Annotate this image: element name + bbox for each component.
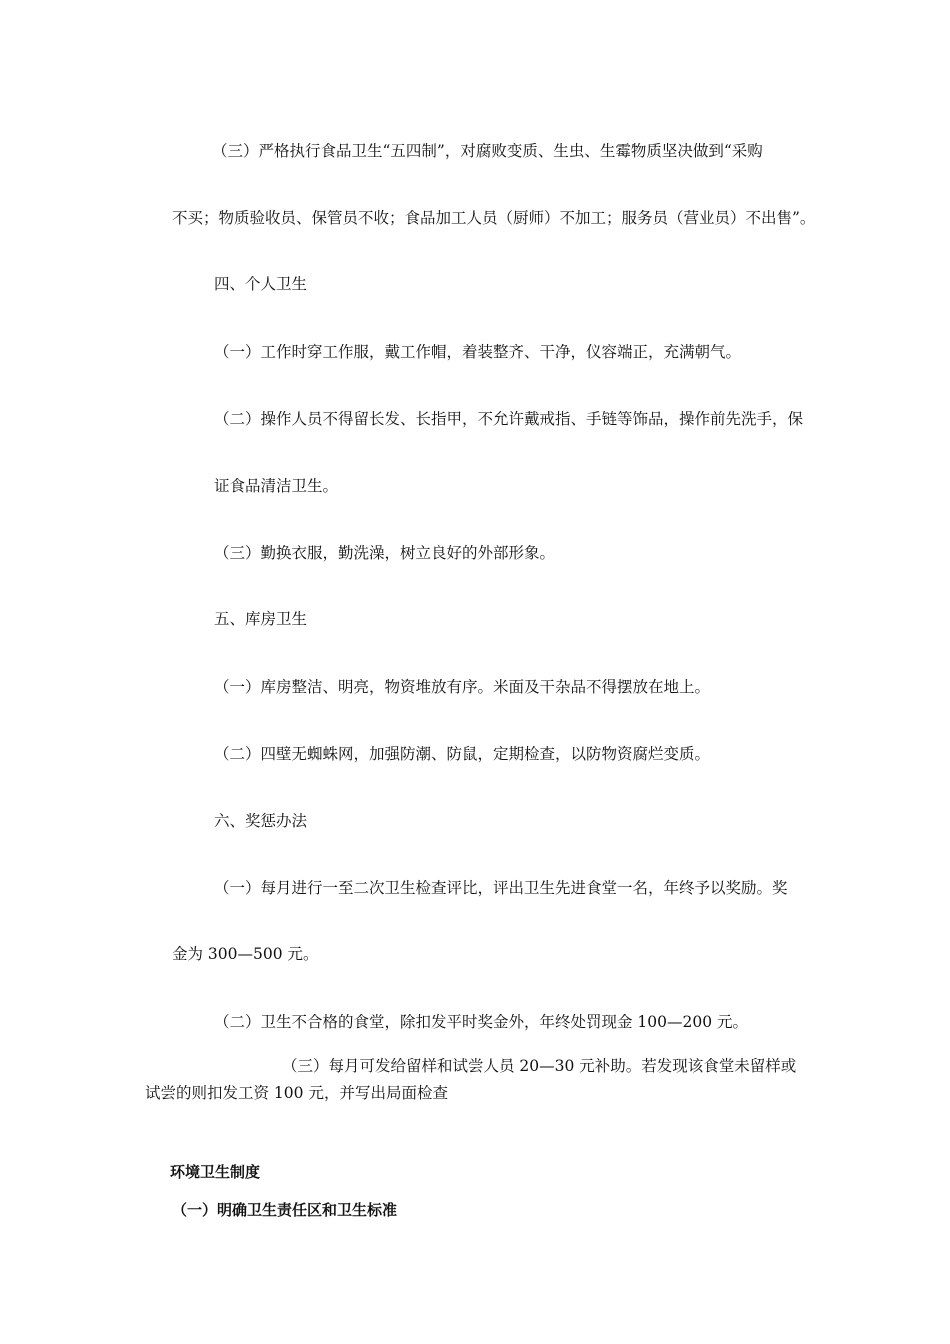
document-title: 环境卫生制度: [170, 1163, 261, 1181]
paragraph-line: （二）操作人员不得留长发、长指甲，不允许戴戒指、手链等饰品，操作前先洗手，保: [214, 410, 804, 428]
paragraph-line: 金为 300—500 元。: [172, 945, 319, 963]
subsection-heading: （一）明确卫生责任区和卫生标准: [172, 1201, 398, 1219]
paragraph-line: 证食品清洁卫生。: [214, 477, 339, 495]
paragraph-line: （一）工作时穿工作服，戴工作帽，着装整齐、干净，仪容端正，充满朝气。: [214, 343, 742, 361]
paragraph-line: （三）每月可发给留样和试尝人员 20—30 元补助。若发现该食堂未留样或: [282, 1057, 797, 1075]
paragraph-line: （一）每月进行一至二次卫生检查评比，评出卫生先进食堂一名，年终予以奖励。奖: [214, 879, 788, 897]
paragraph-line: 不买；物质验收员、保管员不收；食品加工人员（厨师）不加工；服务员（营业员）不出售”。: [172, 209, 816, 227]
section-heading: 六、奖惩办法: [214, 812, 308, 830]
section-heading: 五、库房卫生: [214, 610, 308, 628]
section-heading: 四、个人卫生: [214, 275, 308, 293]
paragraph-line: （二）四壁无蜘蛛网，加强防潮、防鼠，定期检查，以防物资腐烂变质。: [214, 745, 711, 763]
paragraph-line: （三）勤换衣服，勤洗澡，树立良好的外部形象。: [214, 544, 556, 562]
paragraph-line: （二）卫生不合格的食堂，除扣发平时奖金外，年终处罚现金 100—200 元。: [214, 1013, 749, 1031]
paragraph-line: （三）严格执行食品卫生“五四制”，对腐败变质、生虫、生霉物质坚决做到“采购: [212, 142, 763, 160]
paragraph-line: （一）库房整洁、明亮，物资堆放有序。米面及干杂品不得摆放在地上。: [214, 678, 711, 696]
paragraph-line: 试尝的则扣发工资 100 元，并写出局面检查: [145, 1084, 448, 1102]
